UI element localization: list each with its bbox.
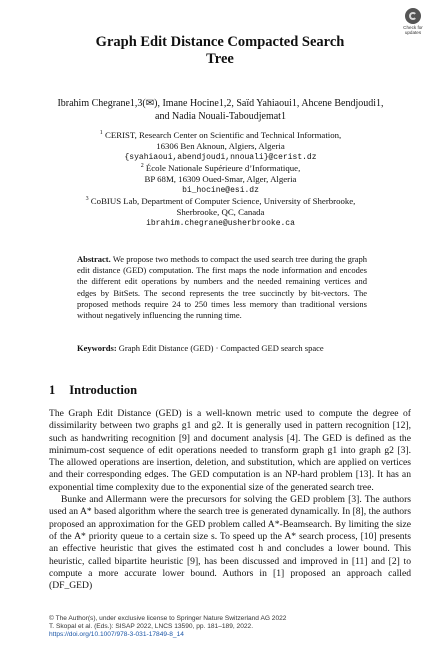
copyright-footer xyxy=(49,615,411,640)
section-number: 1 xyxy=(49,383,56,397)
affiliation-email: {syahiaoui,abendjoudi,nnouali}@cerist.dz xyxy=(124,153,317,162)
affiliations xyxy=(28,130,413,229)
affiliation-2: $^2$ École Nationale Supérieure d’Informatique, BP 68M, 16309 Oued-Smar, Alger, Algeria bi_hocine@esi.dz xyxy=(28,163,413,196)
keywords xyxy=(77,343,367,354)
author-list: Ibrahim Chegrane1,3(✉), Imane Hocine1,2, Saïd Yahiaoui1, Ahcene Bendjoudi1, and Nadia Nouali-Taboudjemat1 xyxy=(57,98,384,122)
affiliation-1: $^1$ CERIST, Research Center on Scientific and Technical Information, 16306 Ben Aknoun, Algiers, Algeria {syahiaoui,abendjoudi,nnouali}@cerist.dz xyxy=(28,130,413,163)
citation-line: T. Skopal et al. (Eds.): SISAP 2022, LNCS 13590, pp. 181–189, 2022. xyxy=(49,623,254,631)
abstract-label: Abstract. xyxy=(77,254,111,264)
paragraph: Bunke and Allermann were the precursors for solving the GED problem [3]. The authors used an A* based algorithm where the search tree is generated dynamically. In [8], the authors proposed an approximation for the GED problem called A*-Beamsearch. By limiting the size of the A* priority queue to a certain size s. To speed up the A* search process, [10] presents an effective heuristic that gives the estimated cost h and concludes a lower bound. This heuristic, called bipartite heuristic [9], has been discussed and improved in [11] and [2] to compute a more accurate lower bound. Authors in [1] proposed an approach called (DF_GED) xyxy=(49,494,411,592)
abstract-text: We propose two methods to compact the used search tree during the graph edit distance (GED) computation. The first maps the node information and encodes the different edit operations by numbers and the needed remaining vertices and edges by BitSets. The second represents the tree succinctly by bit-vectors. The proposed methods require 24 to 250 times less memory than traditional versions without negatively influencing the running time. xyxy=(77,254,367,321)
copyright-line: © The Author(s), under exclusive license to Springer Nature Switzerland AG 2022 xyxy=(49,615,287,622)
affiliation-3: $^3$ CoBIUS Lab, Department of Computer Science, University of Sherbrooke, Sherbrooke, QC, Canada ibrahim.chegrane@usherbrooke.ca xyxy=(28,196,413,229)
affiliation-email: bi_hocine@esi.dz xyxy=(182,186,259,195)
badge-label: Check for updates xyxy=(403,25,423,35)
affiliation-email: ibrahim.chegrane@usherbrooke.ca xyxy=(146,219,295,228)
refresh-icon xyxy=(405,8,421,24)
check-for-updates-badge[interactable] xyxy=(396,8,430,38)
section-title: Introduction xyxy=(69,383,138,397)
doi-link[interactable]: https://doi.org/10.1007/978-3-031-17849-8_14 xyxy=(49,631,184,639)
paper-title: Graph Edit Distance Compacted Search Tree xyxy=(95,34,345,67)
abstract xyxy=(77,254,367,321)
paragraph: The Graph Edit Distance (GED) is a well-known metric used to compute the degree of dissimilarity between two graphs g1 and g2. It is generally used in pattern recognition [12], such as handwriting recognition [9] and document analysis [4]. The GED is defined as the minimum-cost sequence of edit operations needed to transform graph g1 into graph g2 [3]. The allowed operations are insertion, deletion, and substitution, which are applied on vertices and their corresponding edges. The GED computation is an NP-hard problem [13]. It has an exponential time complexity due to the exponential size of the generated search tree. xyxy=(49,408,411,493)
section-heading xyxy=(49,383,137,398)
body-text xyxy=(49,408,411,592)
keywords-text: Graph Edit Distance (GED) · Compacted GED search space xyxy=(118,343,324,353)
keywords-label: Keywords: xyxy=(77,343,117,353)
